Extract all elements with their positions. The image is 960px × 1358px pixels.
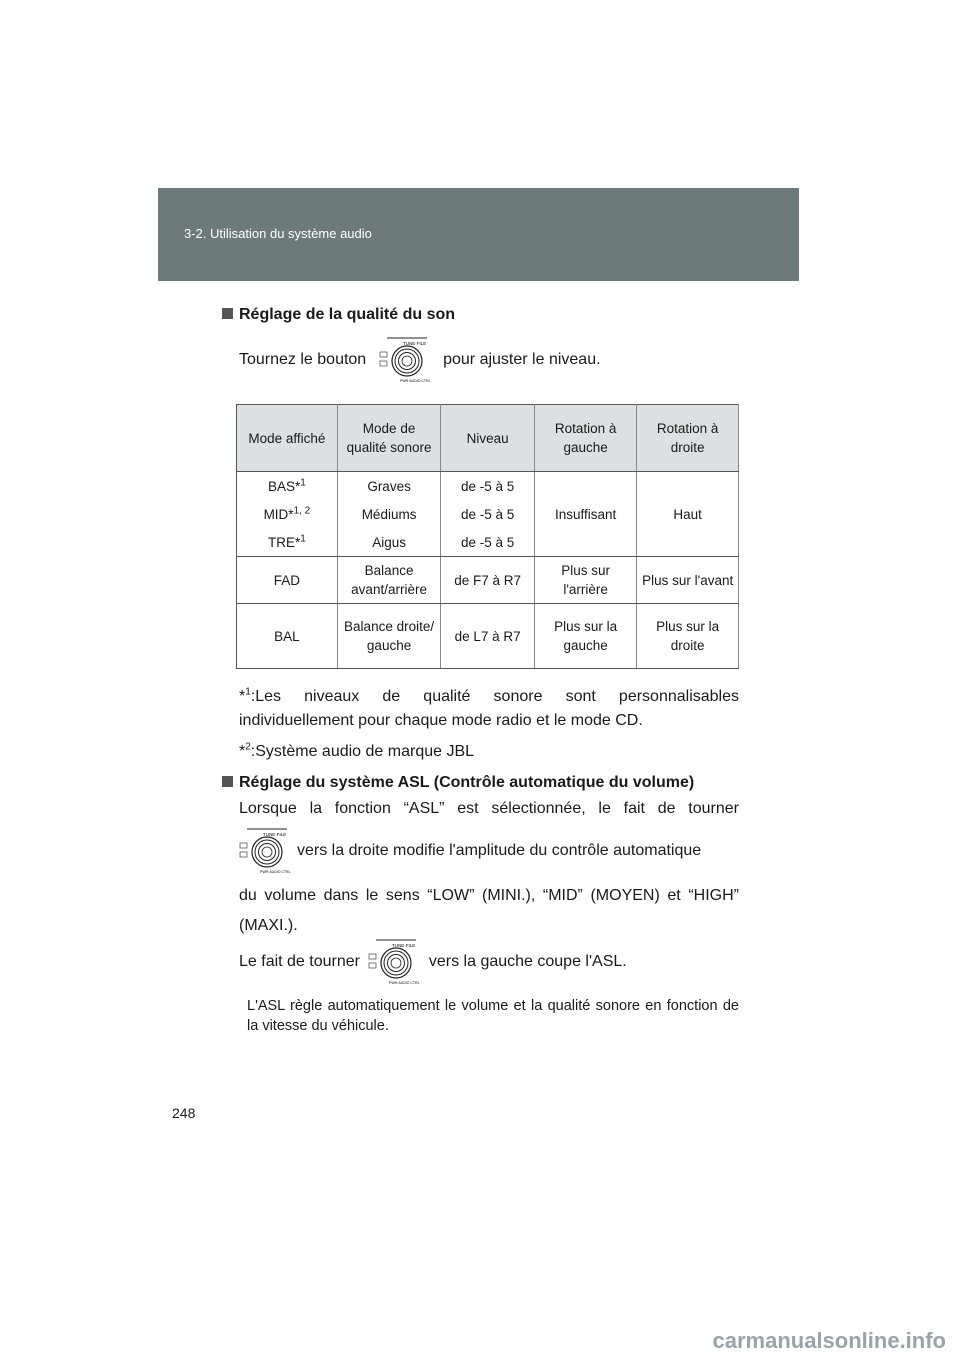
table-header-cell: Niveau xyxy=(441,405,535,472)
table-cell: BAL xyxy=(237,604,338,669)
table-header-cell: Rotation à gauche xyxy=(534,405,636,472)
section-header xyxy=(158,188,799,281)
tune-knob-icon xyxy=(239,827,291,875)
asl-line-2: TUNE·FILE PWR·AUDIO CTRL vers la droite modifie l'amplitude du contrôle automatique xyxy=(239,827,739,875)
svg-text:TUNE·FILE: TUNE·FILE xyxy=(392,943,416,948)
square-bullet-icon xyxy=(222,776,233,787)
table-header-row xyxy=(237,405,739,472)
table-header-cell: Rotation à droite xyxy=(637,405,739,472)
sound-mode-table xyxy=(236,404,739,669)
footnote-1: *$^1$:Les niveaux de qualité sonore sont personnalisables individuellement pour chaque mode radio et le mode CD. xyxy=(239,686,739,729)
asl-heading-text: Réglage du système ASL (Contrôle automatique du volume) xyxy=(239,774,695,791)
instruction-after: pour ajuster le niveau. xyxy=(443,351,601,369)
asl-turn-left: Le fait de tourner TUNE·FILE PWR·AUDIO CTRL vers la gauche coupe l'ASL. xyxy=(239,938,739,986)
svg-text:PWR·AUDIO CTRL: PWR·AUDIO CTRL xyxy=(389,981,420,985)
table-cell: de -5 à 5 xyxy=(441,500,535,528)
sound-quality-heading-text: Réglage de la qualité du son xyxy=(239,306,456,323)
sound-quality-instruction xyxy=(239,336,739,384)
table-row xyxy=(237,472,739,501)
table-cell: de F7 à R7 xyxy=(441,557,535,604)
table-row xyxy=(237,604,739,669)
asl-heading xyxy=(222,773,742,793)
table-cell: Médiums xyxy=(337,500,441,528)
asl-note: L'ASL règle automatiquement le volume et la qualité sonore en fonction de la vitesse du véhicule. xyxy=(247,998,739,1034)
table-cell: Aigus xyxy=(337,528,441,557)
svg-text:TUNE·FILE: TUNE·FILE xyxy=(263,832,287,837)
table-cell: BAS*$^1$ xyxy=(237,472,338,501)
section-title: 3-2. Utilisation du système audio xyxy=(184,226,372,241)
asl-line-1: Lorsque la fonction “ASL” est sélectionnée, le fait de tourner xyxy=(239,800,739,817)
page-number: 248 xyxy=(172,1105,196,1121)
table-cell: MID*$^{1, 2}$ xyxy=(237,500,338,528)
table-cell: Balance droite/ gauche xyxy=(337,604,441,669)
table-cell: TRE*$^1$ xyxy=(237,528,338,557)
sound-quality-heading xyxy=(222,305,742,325)
watermark: carmanualsonline.info xyxy=(712,1328,946,1353)
asl-line-3: du volume dans le sens “LOW” (MINI.), “MID” (MOYEN) et “HIGH” (MAXI.). xyxy=(239,887,739,934)
table-header-cell: Mode affiché xyxy=(237,405,338,472)
table-cell: Balance avant/arrière xyxy=(337,557,441,604)
tune-knob-icon xyxy=(368,938,420,986)
table-cell: Haut xyxy=(637,472,739,557)
table-cell: Graves xyxy=(337,472,441,501)
asl-paragraph xyxy=(239,797,739,941)
table-row xyxy=(237,557,739,604)
table-cell: de -5 à 5 xyxy=(441,528,535,557)
tune-knob-icon xyxy=(379,336,431,384)
table-cell: Plus sur la gauche xyxy=(534,604,636,669)
table-cell: de -5 à 5 xyxy=(441,472,535,501)
square-bullet-icon xyxy=(222,308,233,319)
table-cell: Plus sur la droite xyxy=(637,604,739,669)
svg-text:PWR·AUDIO CTRL: PWR·AUDIO CTRL xyxy=(399,379,431,383)
table-header-cell: Mode de qualité sonore xyxy=(337,405,441,472)
table-cell: Plus sur l'arrière xyxy=(534,557,636,604)
svg-text:PWR·AUDIO CTRL: PWR·AUDIO CTRL xyxy=(260,870,291,874)
svg-text:TUNE·FILE: TUNE·FILE xyxy=(402,341,426,346)
table-cell: de L7 à R7 xyxy=(441,604,535,669)
table-cell: FAD xyxy=(237,557,338,604)
footnote-2: *$^2$:Système audio de marque JBL xyxy=(239,741,475,760)
table-cell: Plus sur l'avant xyxy=(637,557,739,604)
table-cell: Insuffisant xyxy=(534,472,636,557)
instruction-before: Tournez le bouton xyxy=(239,351,367,369)
